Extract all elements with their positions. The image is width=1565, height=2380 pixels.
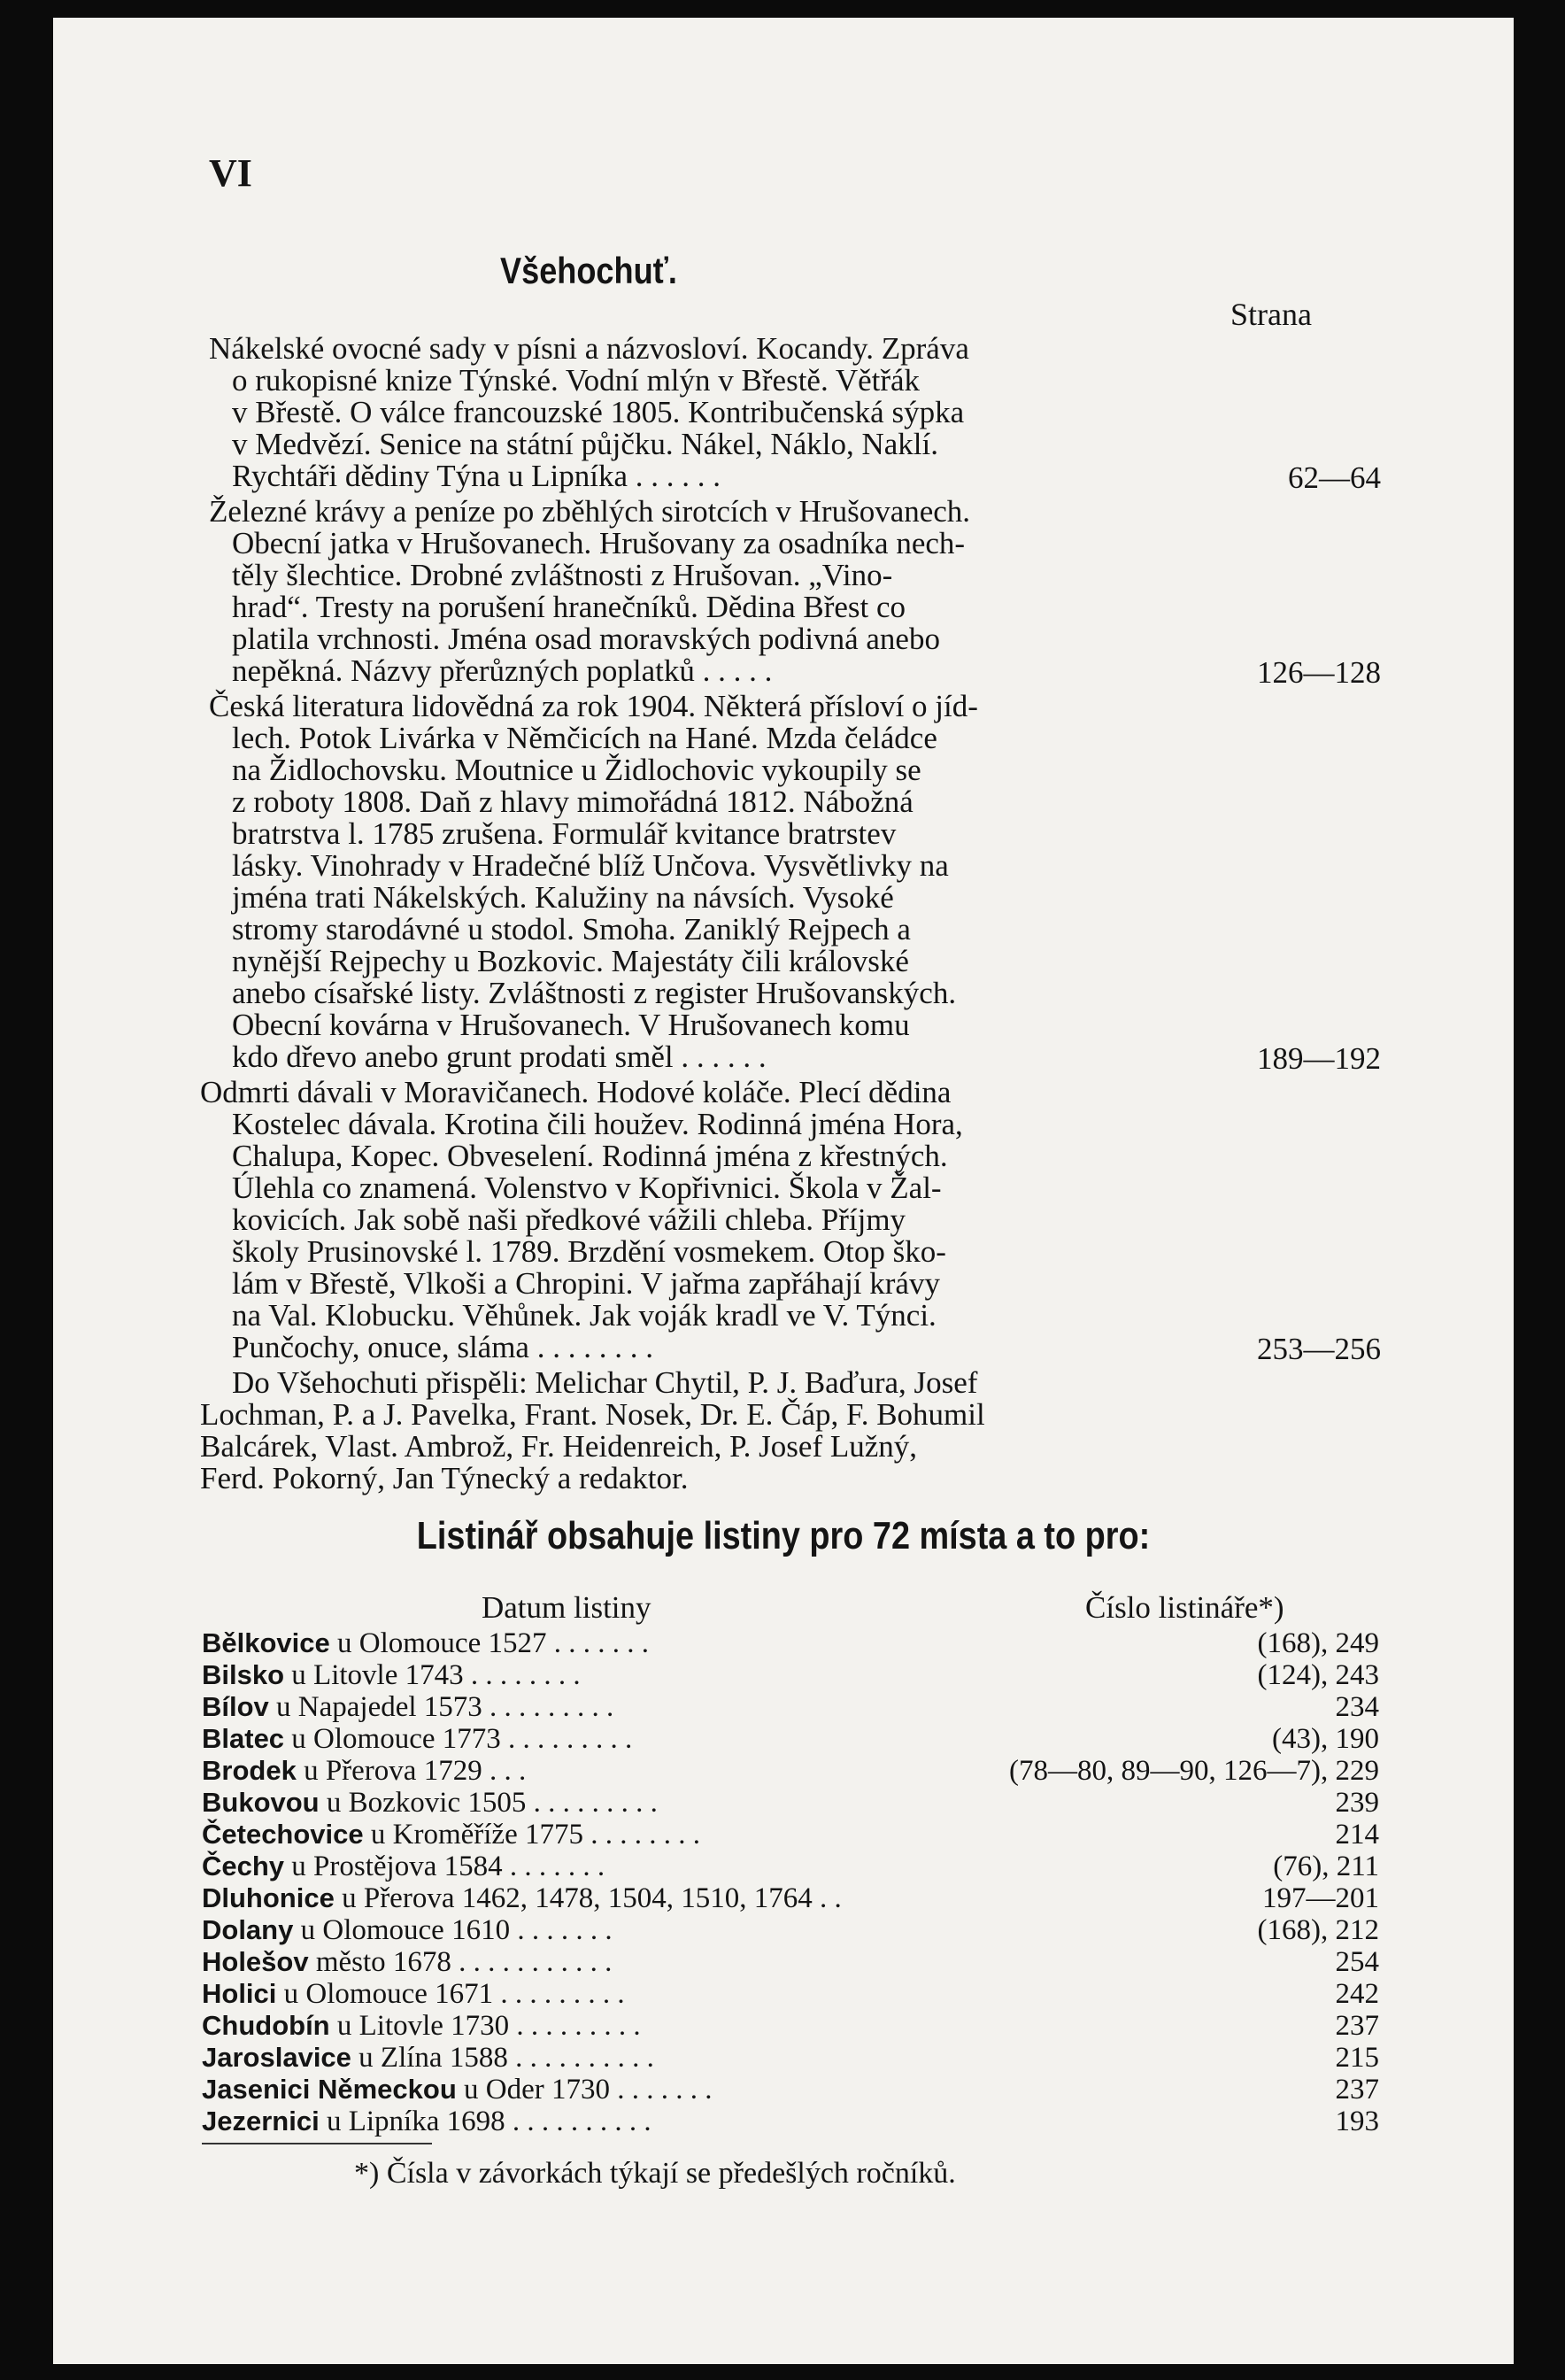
contributors-line: Balcárek, Vlast. Ambrož, Fr. Heidenreich, P. Josef Lužný, [200,1429,918,1464]
place-detail: u Bozkovic 1505 . . . . . . . . . [326,1787,658,1819]
entry-line: těly šlechtice. Drobné zvláštnosti z Hrušovan. „Vino- [232,558,893,592]
place-row [202,1851,1379,1882]
contributors-line: Do Všehochuti přispěli: Melichar Chytil, P. J. Baďura, Josef [232,1365,978,1400]
listinar-number: 237 [1335,2074,1379,2106]
listinar-number: (76), 211 [1273,1851,1379,1882]
place-row [202,2074,1379,2106]
entry-line: stromy starodávné u stodol. Smoha. Zaniklý Rejpech a [232,912,911,947]
place-row [202,2042,1379,2074]
entry-line: Nákelské ovocné sady v písni a názvosloví. Kocandy. Zpráva [209,331,969,366]
place-detail: u Olomouce 1773 . . . . . . . . . [291,1723,633,1755]
entry-line: Česká literatura lidovědná za rok 1904. Některá přísloví o jíd- [209,689,978,723]
entry-pages: 126—128 [1257,655,1381,690]
entry-line: Obecní kovárna v Hrušovanech. V Hrušovanech komu [232,1008,910,1042]
entry-line: Obecní jatka v Hrušovanech. Hrušovany za osadníka nech- [232,526,966,560]
listinar-number: 254 [1335,1946,1379,1978]
place-name: Dluhonice [202,1882,335,1913]
place-row [202,1723,1379,1755]
listinar-number: 215 [1335,2042,1379,2074]
place-detail: u Prostějova 1584 . . . . . . . [291,1851,605,1882]
entry-line: Odmrti dávali v Moravičanech. Hodové koláče. Plecí dědina [200,1075,952,1109]
place-detail: u Olomouce 1610 . . . . . . . [300,1914,613,1946]
place-name: Čechy [202,1851,285,1882]
place-detail: u Litovle 1743 . . . . . . . . [291,1659,581,1691]
place-row [202,1787,1379,1819]
entry-line: platila vrchnosti. Jména osad moravských podivná anebo [232,622,940,656]
entry-line: o rukopisné knize Týnské. Vodní mlýn v Břestě. Větřák [232,363,921,398]
place-name: Bilsko [202,1659,285,1690]
place-detail: u Napajedel 1573 . . . . . . . . . [276,1691,614,1723]
place-name: Holešov [202,1946,309,1977]
place-row [202,1882,1379,1914]
entry-line: Železné krávy a peníze po zběhlých sirotcích v Hrušovanech. [209,494,971,529]
listinar-number: 234 [1335,1691,1379,1723]
listinar-number: (168), 212 [1257,1914,1379,1946]
place-detail: u Lipníka 1698 . . . . . . . . . . [326,2106,651,2137]
entry-line: školy Prusinovské l. 1789. Brzdění vosmekem. Otop ško- [232,1234,946,1269]
document-page [53,18,1514,2364]
entry-line: Úlehla co znamená. Volenstvo v Kopřivnici. Škola v Žal- [232,1171,942,1205]
place-name: Bílov [202,1691,269,1722]
entry-line: lám v Břestě, Vlkoši a Chropini. V jařma zapřáhají krávy [232,1266,940,1301]
listinar-number: 193 [1335,2106,1379,2137]
listinar-number: (43), 190 [1272,1723,1379,1755]
place-name: Četechovice [202,1819,364,1850]
place-detail: u Olomouce 1671 . . . . . . . . . [283,1978,625,2010]
listinar-number: (124), 243 [1257,1659,1379,1691]
list-title: Listinář obsahuje listiny pro 72 místa a to pro: [416,1514,1151,1557]
place-row [202,1755,1379,1787]
place-name: Jaroslavice [202,2042,351,2073]
place-detail: u Oder 1730 . . . . . . . [464,2074,713,2106]
listinar-number: 197—201 [1262,1882,1379,1914]
place-detail: u Přerova 1729 . . . [304,1755,527,1787]
entry-line: kdo dřevo anebo grunt prodati směl . . . . . . [232,1039,767,1074]
entry-line: bratrstva l. 1785 zrušena. Formulář kvitance bratrstev [232,816,897,851]
place-name: Blatec [202,1723,285,1754]
place-row [202,1627,1379,1659]
place-row [202,1946,1379,1978]
place-name: Holici [202,1978,277,2009]
entry-pages: 253—256 [1257,1332,1381,1366]
place-detail: město 1678 . . . . . . . . . . . [315,1946,613,1978]
listinar-number: 242 [1335,1978,1379,2010]
footnote: *) Čísla v závorkách týkají se předešlých ročníků. [354,2157,956,2190]
entry-pages: 189—192 [1257,1041,1381,1076]
entry-line: na Židlochovsku. Moutnice u Židlochovic vykoupily se [232,753,921,787]
entry-line: jména trati Nákelských. Kalužiny na návsích. Vysoké [232,880,894,915]
footnote-rule [202,2143,432,2144]
place-detail: u Zlína 1588 . . . . . . . . . . [358,2042,654,2074]
place-name: Jasenici Německou [202,2074,457,2105]
entry-line: z roboty 1808. Daň z hlavy mimořádná 1812. Nábožná [232,784,914,819]
place-name: Bukovou [202,1787,320,1818]
listinar-number: (168), 249 [1257,1627,1379,1659]
place-detail: u Olomouce 1527 . . . . . . . [337,1627,649,1659]
listinar-number: 237 [1335,2010,1379,2042]
entry-line: v Medvězí. Senice na státní půjčku. Nákel, Náklo, Naklí. [232,427,938,461]
entry-line: Kostelec dávala. Krotina čili houžev. Rodinná jména Hora, [232,1107,963,1141]
page-number: VI [209,151,252,195]
entry-line: kovicích. Jak sobě naši předkové vážili chleba. Příjmy [232,1202,906,1237]
listinar-number: 239 [1335,1787,1379,1819]
strana-column-label: Strana [1230,297,1312,332]
place-detail: u Přerova 1462, 1478, 1504, 1510, 1764 . . [342,1882,842,1914]
entry-line: v Břestě. O válce francouzské 1805. Kontribučenská sýpka [232,395,965,429]
place-row [202,2010,1379,2042]
listinar-number: 214 [1335,1819,1379,1851]
place-name: Jezernici [202,2106,320,2137]
section-title: Všehochuť. [500,250,677,291]
place-row [202,1691,1379,1723]
place-name: Dolany [202,1914,294,1945]
place-row [202,1659,1379,1691]
place-name: Brodek [202,1755,297,1786]
entry-line: Chalupa, Kopec. Obveselení. Rodinná jména z křestných. [232,1139,948,1173]
entry-line: na Val. Klobucku. Věhůnek. Jak voják kradl ve V. Týnci. [232,1298,937,1333]
place-row [202,1978,1379,2010]
place-row [202,1819,1379,1851]
entry-line: nepěkná. Názvy přerůzných poplatků . . . . . [232,653,773,688]
entry-line: lásky. Vinohrady v Hradečné blíž Unčova. Vysvětlivky na [232,848,949,883]
place-detail: u Litovle 1730 . . . . . . . . . [336,2010,641,2042]
entry-pages: 62—64 [1288,460,1381,495]
entry-line: anebo císařské listy. Zvláštnosti z register Hrušovanských. [232,976,957,1010]
place-name: Chudobín [202,2010,330,2041]
column-header-date: Datum listiny [482,1590,651,1625]
place-name: Bělkovice [202,1627,330,1658]
entry-line: Punčochy, onuce, sláma . . . . . . . . [232,1330,653,1364]
entry-line: hrad“. Tresty na porušení hranečníků. Dědina Břest co [232,590,906,624]
entry-line: nynější Rejpechy u Bozkovic. Majestáty čili královské [232,944,909,978]
contributors-line: Lochman, P. a J. Pavelka, Frant. Nosek, Dr. E. Čáp, F. Bohumil [200,1397,985,1432]
place-row [202,1914,1379,1946]
place-row [202,2106,1379,2137]
entry-line: lech. Potok Livárka v Němčicích na Hané. Mzda čeládce [232,721,937,755]
column-header-number: Číslo listináře*) [1085,1590,1284,1625]
listinar-number: (78—80, 89—90, 126—7), 229 [1009,1755,1379,1787]
contributors-line: Ferd. Pokorný, Jan Týnecký a redaktor. [200,1461,689,1495]
place-detail: u Kroměříže 1775 . . . . . . . . [370,1819,700,1851]
entry-line: Rychtáři dědiny Týna u Lipníka . . . . . . [232,459,721,493]
